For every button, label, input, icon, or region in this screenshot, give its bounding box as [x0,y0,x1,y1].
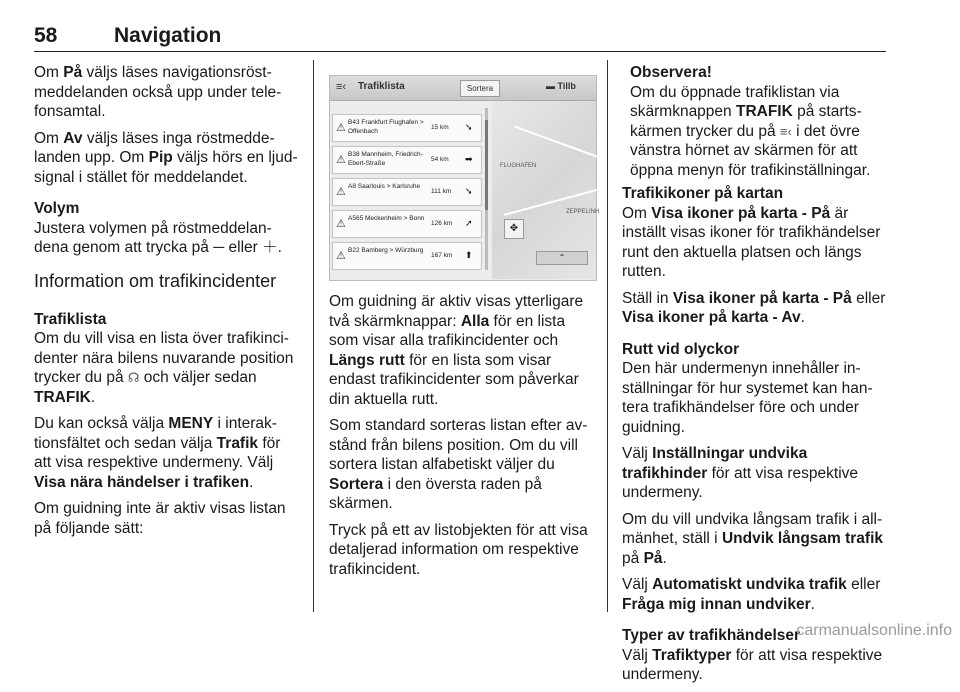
paragraph: Om du vill undvika långsam trafik i all-mänhet, ställ i Undvik långsam trafik på På. [622,510,884,567]
screenshot-top-bar [330,76,596,101]
list-item: ⚠ B22 Bamberg > Würzburg 167 km ⬆ [332,242,482,270]
traffic-list-screenshot [329,75,600,281]
ikoner-heading: Trafikikoner på kartan [622,185,784,202]
watermark: carmanualsonline.info [796,622,952,639]
paragraph: Om guidning inte är aktiv visas listan på följande sätt: [34,500,286,537]
direction-arrow-icon: ➡ [465,154,473,164]
chevron-up-icon: ⌃ [536,251,588,265]
traffic-warning-icon: ⚠ [336,250,346,262]
menu-icon: ≡‹ [779,123,792,139]
paragraph: Ställ in Visa ikoner på karta - På eller Visa ikoner på karta - Av. [622,289,886,326]
traffic-list [332,114,482,274]
map-view [492,101,600,279]
scrollbar-thumb [485,120,488,210]
paragraph: Om Av väljs läses inga röstmedde-landen upp. Om Pip väljs hörs en ljud-signal i stället för meddelandet. [34,129,298,186]
list-item: ⚠ A565 Meckenheim > Bonn 126 km ➚ [332,210,482,238]
back-button: ▬ Tillb [546,81,576,91]
direction-arrow-icon: ➚ [465,218,473,228]
note-text: Om du öppnade trafiklistan via skärmknappen TRAFIK på starts-kärmen trycker du på ≡‹ i det övre vänstra hörnet av skärmen för att öppna menyn för trafikinställningar. [630,83,871,179]
traffic-warning-icon: ⚠ [336,122,346,134]
column-2 [329,292,594,586]
header-divider [34,51,886,52]
page-header [34,24,886,54]
paragraph: Som standard sorteras listan efter av-stånd från bilens position. Om du vill sortera listan alfabetiskt väljer du Sortera i den översta raden på skärmen. [329,417,588,512]
column-divider-2 [607,60,608,612]
paragraph: Välj Trafiktyper för att visa respektive undermeny. [622,646,883,683]
location-icon: ✥ [504,219,524,239]
column-3 [622,63,886,692]
page-title: Navigation [114,24,222,47]
paragraph: Du kan också välja MENY i interak-tionsfältet och sedan välja Trafik för att visa respektive undermeny. Välj Visa nära händelser i trafiken. [34,415,281,491]
paragraph: Om Visa ikoner på karta - På är inställt visas ikoner för trafikhändelser runt den aktuella platsen och längs rutten. [622,204,881,280]
trafiklista-heading: Trafiklista [34,310,107,328]
olyckor-heading: Rutt vid olyckor [622,340,740,358]
paragraph: Om På väljs läses navigationsröst-meddelanden också upp under tele-fonsamtal. [34,64,282,120]
note-box [622,63,886,180]
map-label: FLUGHAFEN [500,163,537,169]
paragraph: Om du vill visa en lista över trafikinci-denter nära bilens nuvarande position trycker du på ☊ och väljer sedan TRAFIK. [34,330,294,406]
direction-arrow-icon: ➘ [465,122,473,132]
menu-icon: ≡‹ [336,81,347,93]
navigation-icon: ☊ [127,370,140,385]
direction-arrow-icon: ⬆ [465,250,473,260]
traffic-warning-icon: ⚠ [336,218,346,230]
sort-button: Sortera [460,80,500,97]
paragraph: Tryck på ett av listobjekten för att visa detaljerad information om respektive trafikincident. [329,521,588,578]
traffic-warning-icon: ⚠ [336,154,346,166]
paragraph: Den här undermenyn innehåller in-ställningar för hur systemet kan han-tera trafikhändelser före och under guidning. [622,360,873,436]
note-heading: Observera! [630,64,712,81]
section-heading: Information om trafikincidenter [34,270,277,291]
column-1 [34,63,300,545]
typer-heading: Typer av trafikhändelser [622,627,801,644]
screenshot-title: Trafiklista [358,81,405,92]
page-number: 58 [34,24,58,47]
volym-heading: Volym [34,200,80,217]
paragraph: Välj Inställningar undvika trafikhinder för att visa respektive undermeny. [622,445,859,501]
list-item: ⚠ B43 Frankfurt Flughafen > Offenbach 15 km ➘ [332,114,482,142]
list-item: ⚠ A8 Saarlouis > Karlsruhe 111 km ➘ [332,178,482,206]
list-item: ⚠ B38 Mannheim, Friedrich-Ebert-Straße 54 km ➡ [332,146,482,174]
paragraph: Om guidning är aktiv visas ytterligare två skärmknappar: Alla för en lista som visar alla trafikincidenter och Längs rutt för en lista som visar endast trafikincidenter som påverkar din aktuella rutt. [329,293,584,408]
traffic-warning-icon: ⚠ [336,186,346,198]
paragraph: Justera volymen på röstmeddelan-dena genom att trycka på ─ eller ＋. [34,219,282,256]
paragraph: Välj Automatiskt undvika trafik eller Fråga mig innan undviker. [622,576,881,613]
map-road [514,126,599,159]
map-label: ZEPPELINH [566,209,600,215]
direction-arrow-icon: ➘ [465,186,473,196]
column-divider-1 [313,60,314,612]
